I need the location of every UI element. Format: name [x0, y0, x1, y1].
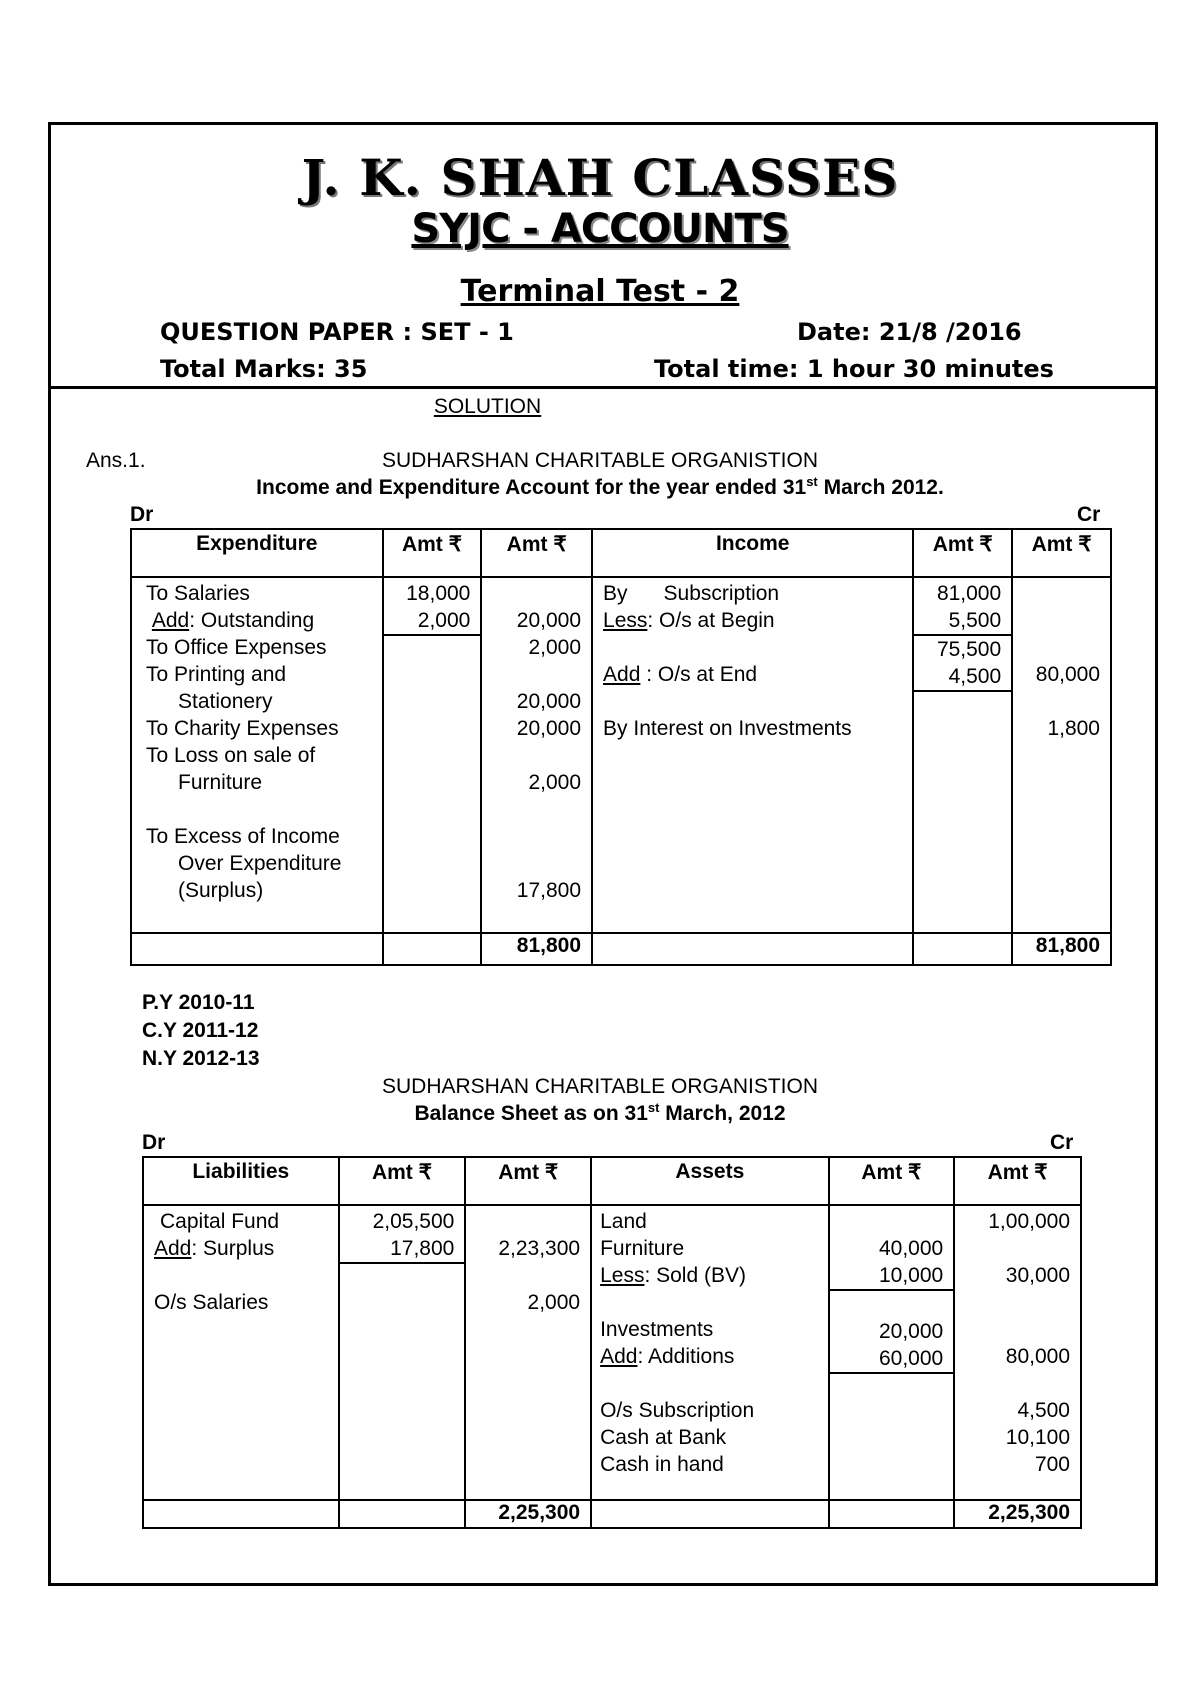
ie-header-income: Income — [592, 529, 913, 577]
exp-printing: To Printing and — [146, 663, 287, 686]
bs-header-amt: Amt ₹ — [339, 1157, 466, 1205]
bs-asset-amt2-col — [954, 1205, 1081, 1500]
amt-os-begin: 5,500 — [914, 607, 1011, 636]
blank-line — [466, 1262, 590, 1289]
amt-subscription: 81,000 — [936, 582, 1002, 605]
bs-asset-amt1-col — [829, 1205, 955, 1500]
year-py: P.Y 2010-11 — [142, 991, 255, 1014]
bs-total-right: 2,25,300 — [954, 1500, 1081, 1528]
blank-line — [466, 1208, 590, 1235]
amt-charity: 20,000 — [516, 717, 582, 740]
exp-office: To Office Expenses — [146, 636, 327, 659]
amt-furniture: 40,000 — [878, 1237, 944, 1260]
blank-line — [955, 1316, 1080, 1343]
blank-line — [592, 1370, 827, 1397]
blank-line — [1013, 634, 1110, 661]
answer-number: Ans.1. — [86, 449, 146, 472]
total-cell — [383, 933, 482, 965]
ie-header-amt: Amt ₹ — [1012, 529, 1111, 577]
ie-title: Income and Expenditure Account for the year ended 31st March 2012. — [256, 474, 944, 499]
amt-os-salaries: 2,000 — [527, 1291, 581, 1314]
amt-sub-net: 75,500 — [936, 638, 1002, 661]
asset-land: Land — [600, 1210, 647, 1233]
exp-outstanding: Add: Outstanding — [151, 609, 315, 632]
asset-cash-bank: Cash at Bank — [600, 1426, 727, 1449]
ie-exp-amt2-col — [481, 577, 592, 933]
asset-investments: Investments — [600, 1318, 714, 1341]
amt-sold: 10,000 — [830, 1262, 954, 1291]
ie-header-expenditure: Expenditure — [131, 529, 383, 577]
bs-header-amt: Amt ₹ — [829, 1157, 955, 1205]
year-ny: N.Y 2012-13 — [142, 1047, 260, 1070]
blank-line — [482, 796, 591, 823]
blank-line — [593, 634, 912, 661]
asset-furniture: Furniture — [600, 1237, 685, 1260]
blank-line — [955, 1235, 1080, 1262]
exp-furniture: Furniture — [178, 771, 263, 794]
bs-dr: Dr — [142, 1131, 166, 1154]
bs-org-name: SUDHARSHAN CHARITABLE ORGANISTION — [381, 1075, 818, 1098]
exp-charity: To Charity Expenses — [146, 717, 339, 740]
amt-loss: 2,000 — [528, 771, 582, 794]
exp-loss: To Loss on sale of — [146, 744, 316, 767]
blank-line — [593, 688, 912, 715]
amt-investments-total: 80,000 — [1005, 1345, 1070, 1368]
bs-title: Balance Sheet as on 31st March, 2012 — [414, 1100, 786, 1125]
ie-header-amt: Amt ₹ — [383, 529, 482, 577]
total-cell — [339, 1500, 466, 1528]
inc-subscription: By Subscription — [603, 582, 780, 605]
blank-line — [482, 742, 591, 769]
amt-os-end: 4,500 — [914, 663, 1011, 692]
liab-capital: Capital Fund — [160, 1210, 280, 1233]
ie-total-left: 81,800 — [481, 933, 592, 965]
asset-additions: Add: Additions — [600, 1345, 735, 1368]
bs-header-amt: Amt ₹ — [465, 1157, 591, 1205]
blank-line — [482, 823, 591, 850]
amt-capital-total: 2,23,300 — [498, 1237, 581, 1260]
amt-subscription-total: 80,000 — [1035, 663, 1100, 686]
exp-excess: To Excess of Income — [146, 825, 340, 848]
blank-line — [1013, 688, 1110, 715]
school-name: J. K. SHAH CLASSES — [301, 148, 899, 207]
amt-land: 1,00,000 — [988, 1210, 1070, 1233]
total-cell — [591, 1500, 828, 1528]
ie-expenditure-col — [131, 577, 383, 933]
amt-capital: 2,05,500 — [372, 1210, 455, 1233]
total-cell — [913, 933, 1012, 965]
income-expenditure-table — [130, 528, 1112, 966]
amt-additions: 60,000 — [830, 1345, 954, 1374]
ie-header-amt: Amt ₹ — [913, 529, 1012, 577]
amt-investments: 20,000 — [878, 1320, 944, 1343]
solution-label: SOLUTION — [433, 395, 542, 418]
ie-inc-amt1-col — [913, 577, 1012, 933]
inc-add-end: Add : O/s at End — [603, 663, 758, 686]
exp-over: Over Expenditure — [178, 852, 342, 875]
blank-line — [482, 661, 591, 688]
blank-line — [830, 1208, 954, 1235]
ie-header-amt: Amt ₹ — [481, 529, 592, 577]
exp-salaries: To Salaries — [146, 582, 250, 605]
amt-office: 2,000 — [528, 636, 582, 659]
ie-income-col — [592, 577, 913, 933]
blank-line — [955, 1289, 1080, 1316]
ie-org-name: SUDHARSHAN CHARITABLE ORGANISTION — [381, 449, 818, 472]
bs-total-left: 2,25,300 — [465, 1500, 591, 1528]
bs-header-assets: Assets — [591, 1157, 828, 1205]
amt-cash-bank: 10,100 — [1005, 1426, 1070, 1449]
blank-line — [1013, 607, 1110, 634]
ie-cr: Cr — [1077, 503, 1101, 526]
amt-os-subscription: 4,500 — [1017, 1399, 1070, 1422]
total-time: Total time: 1 hour 30 minutes — [654, 355, 1054, 383]
bs-liabilities-col — [143, 1205, 339, 1500]
inc-less-begin: Less: O/s at Begin — [603, 609, 775, 632]
amt-furniture-net: 30,000 — [1005, 1264, 1070, 1287]
bs-header-liabilities: Liabilities — [143, 1157, 339, 1205]
blank-line — [482, 850, 591, 877]
amt-cash-hand: 700 — [1034, 1453, 1070, 1476]
balance-sheet-table — [142, 1156, 1082, 1529]
blank-line — [144, 1262, 338, 1289]
amt-salaries: 18,000 — [406, 582, 471, 605]
ie-dr: Dr — [130, 503, 154, 526]
ie-total-right: 81,800 — [1012, 933, 1111, 965]
amt-outstanding: 2,000 — [384, 607, 481, 636]
amt-salaries-net: 20,000 — [516, 609, 582, 632]
blank-line — [955, 1370, 1080, 1397]
total-cell — [592, 933, 913, 965]
blank-line — [1013, 580, 1110, 607]
asset-os-subscription: O/s Subscription — [600, 1399, 755, 1422]
ie-inc-amt2-col — [1012, 577, 1111, 933]
total-cell — [829, 1500, 955, 1528]
exp-surplus: (Surplus) — [178, 879, 264, 902]
bs-assets-col — [591, 1205, 828, 1500]
inc-interest: By Interest on Investments — [603, 717, 852, 740]
amt-surplus: 17,800 — [340, 1235, 465, 1264]
exam-date: Date: 21/8 /2016 — [797, 318, 1022, 346]
liab-os-salaries: O/s Salaries — [154, 1291, 269, 1314]
asset-less-sold: Less: Sold (BV) — [600, 1264, 746, 1287]
amt-surplus: 17,800 — [516, 879, 582, 902]
ie-exp-amt1-col — [383, 577, 482, 933]
amt-printing: 20,000 — [516, 690, 582, 713]
subject-title: SYJC - ACCOUNTS — [411, 206, 789, 252]
exp-stationery: Stationery — [178, 690, 273, 713]
total-marks: Total Marks: 35 — [160, 355, 368, 383]
blank-line — [132, 796, 382, 823]
total-cell — [131, 933, 383, 965]
blank-line — [482, 580, 591, 607]
paper-set: QUESTION PAPER : SET - 1 — [160, 318, 514, 346]
amt-interest: 1,800 — [1047, 717, 1100, 740]
blank-line — [830, 1291, 954, 1318]
bs-liab-amt1-col — [339, 1205, 466, 1500]
header-divider — [48, 386, 1158, 389]
bs-cr: Cr — [1050, 1131, 1074, 1154]
total-cell — [143, 1500, 339, 1528]
blank-line — [592, 1289, 827, 1316]
bs-header-amt: Amt ₹ — [954, 1157, 1081, 1205]
bs-liab-amt2-col — [465, 1205, 591, 1500]
year-cy: C.Y 2011-12 — [142, 1019, 259, 1042]
liab-surplus: Add: Surplus — [154, 1237, 275, 1260]
test-title: Terminal Test - 2 — [460, 274, 740, 309]
asset-cash-hand: Cash in hand — [600, 1453, 724, 1476]
